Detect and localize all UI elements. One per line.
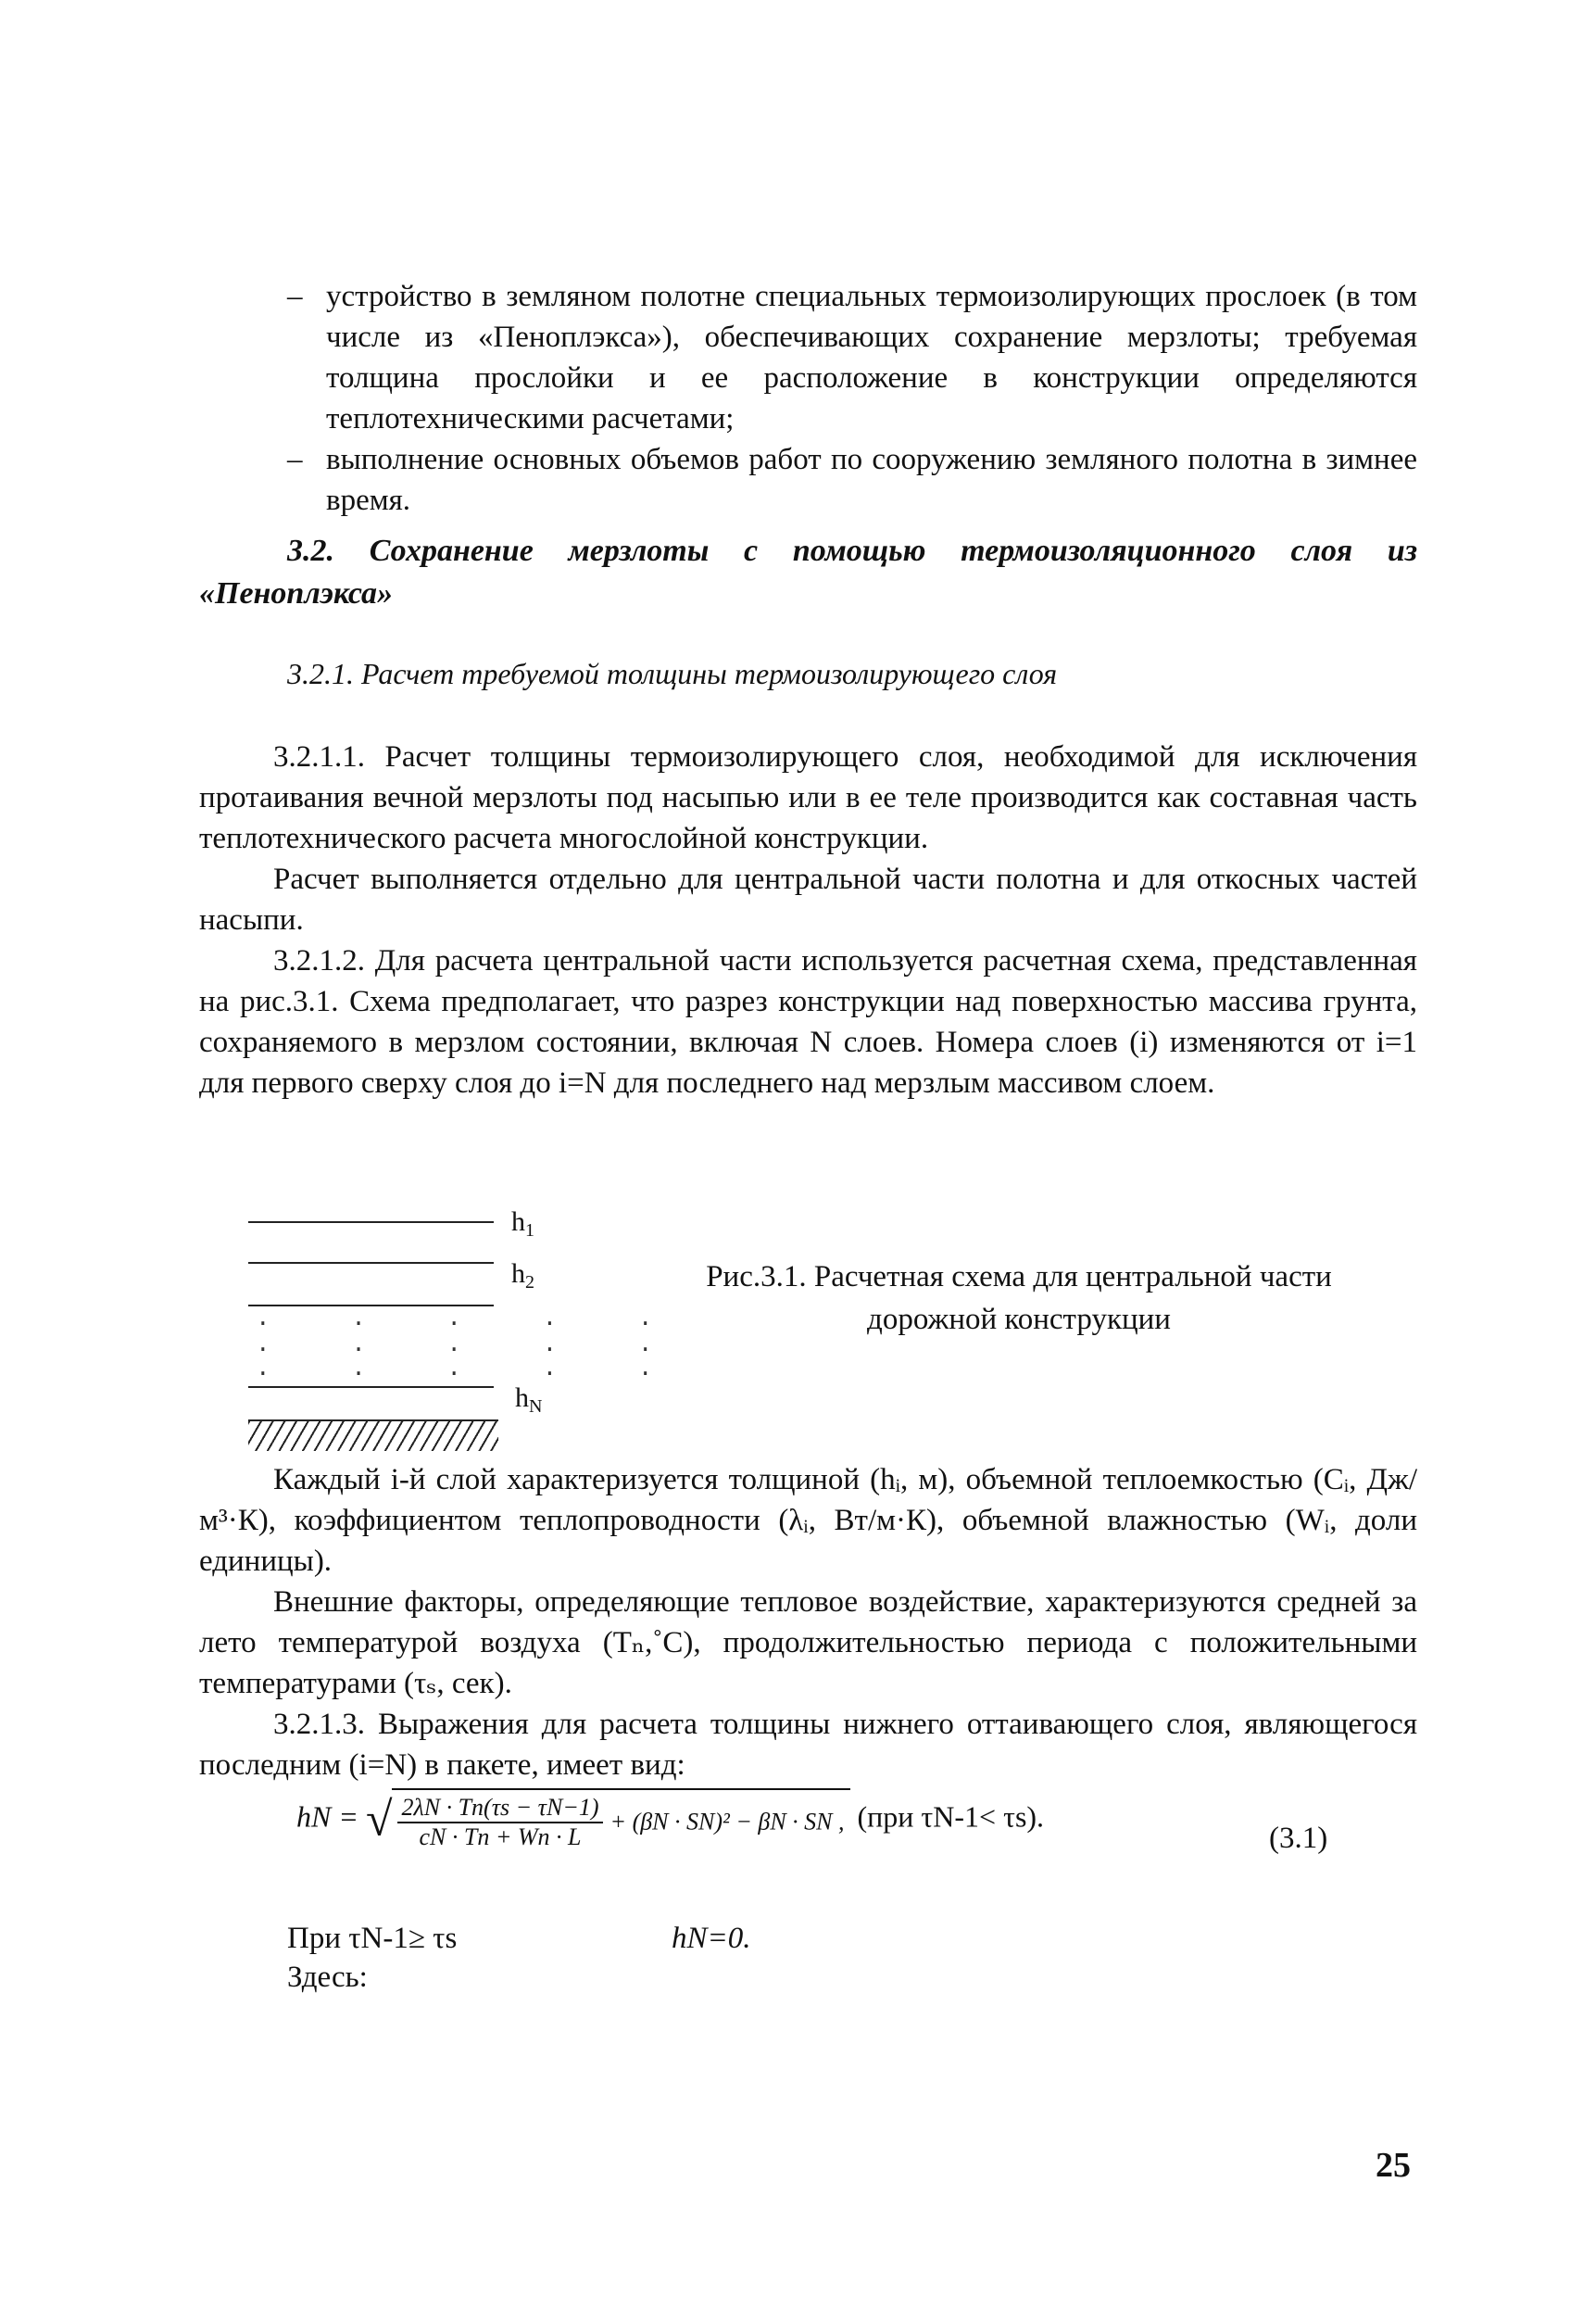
bullet-text: устройство в земляном полотне специальных термоизолирующих прослоек (в том числе из «Пеноплэкса»), обеспечивающих сохранение мерзлоты; требуемая толщина прослойки и ее расположение в конструкции определяются теплотехническими расчетами; — [326, 280, 1417, 435]
frozen-ground-hatch — [248, 1419, 498, 1451]
paragraph: 3.2.1.3. Выражения для расчета толщины нижнего оттаивающего слоя, являющегося последним (i=N) в пакете, имеет вид: — [199, 1708, 1417, 1782]
equation-number: (3.1) — [1269, 1822, 1328, 1855]
formula-lhs: hN = — [296, 1799, 358, 1834]
figure-caption: Рис.3.1. Расчетная схема для центральной части дорожной конструкции — [706, 1260, 1332, 1336]
page-number: 25 — [1376, 2146, 1411, 2185]
body-text-2 — [199, 1459, 1417, 1785]
layer-line — [248, 1262, 494, 1264]
sqrt-sign: √ — [365, 1793, 393, 1847]
body-text — [199, 737, 1417, 1104]
condition-right: hN=0. — [672, 1922, 751, 1955]
denominator: cN · Tn + Wn · L — [419, 1823, 582, 1850]
formula-condition: (при τN-1< τs). — [857, 1799, 1045, 1834]
layer-label-h1: $h_1$ — [511, 1206, 534, 1241]
paragraph: 3.2.1.1. Расчет толщины термоизолирующего слоя, необходимой для исключения протаивания вечной мерзлоты под насыпью или в ее теле производится как составная часть теплотехнического расчета многослойной конструкции. — [199, 740, 1417, 855]
bullet-item — [287, 276, 1417, 439]
layer-dots: . . . . . — [256, 1355, 686, 1382]
bullet-item — [287, 439, 1417, 521]
numerator: 2λN · Tn(τs − τN−1) — [397, 1794, 602, 1823]
paragraph: 3.2.1.2. Для расчета центральной части используется расчетная схема, представленная на рис.3.1. Схема предполагает, что разрез конструкции над поверхностью массива грунта, сохраняемого в мерзлом состоянии, включая N слоев. Номера слоев (i) изменяются от i=1 для первого сверху слоя до i=N для последнего над мерзлым массивом слоем. — [199, 944, 1417, 1100]
formula-3-1 — [296, 1788, 1044, 1851]
condition-left: При τN-1≥ τs — [287, 1922, 458, 1955]
layer-line — [248, 1221, 494, 1223]
layer-label-h2: $h_2$ — [511, 1258, 534, 1293]
formula-tail: + (βN · SN)² − βN · SN , — [609, 1808, 845, 1835]
fraction — [397, 1794, 602, 1851]
paragraph: Каждый i-й слой характеризуется толщиной (hᵢ, м), объемной теплоемкостью (Cᵢ, Дж/м³·К), коэффициентом теплопроводности (λᵢ, Вт/м·К), объемной влажностью (Wᵢ, доли единицы). — [199, 1463, 1417, 1578]
subsection-heading: 3.2.1. Расчет требуемой толщины термоизолирующего слоя — [287, 657, 1058, 690]
layer-dots: . . . . . — [256, 1331, 686, 1358]
paragraph: Внешние факторы, определяющие тепловое воздействие, характеризуются средней за лето температурой воздуха (Tₙ,˚С), продолжительностью периода с положительными температурами (τₛ, сек). — [199, 1585, 1417, 1700]
bullet-dash: – — [287, 443, 303, 476]
layer-label-hN: $h_N$ — [515, 1382, 543, 1417]
sqrt-body — [392, 1788, 849, 1851]
layer-dots: . . . . . — [256, 1305, 686, 1332]
bullet-dash: – — [287, 280, 303, 313]
bullet-text: выполнение основных объемов работ по сооружению земляного полотна в зимнее время. — [326, 443, 1417, 517]
layer-line — [248, 1386, 494, 1388]
paragraph: Расчет выполняется отдельно для центральной части полотна и для откосных частей насыпи. — [199, 863, 1417, 937]
section-heading: 3.2. Сохранение мерзлоты с помощью термоизоляционного слоя из «Пеноплэкса» — [199, 534, 1417, 611]
here-label: Здесь: — [287, 1961, 368, 1994]
